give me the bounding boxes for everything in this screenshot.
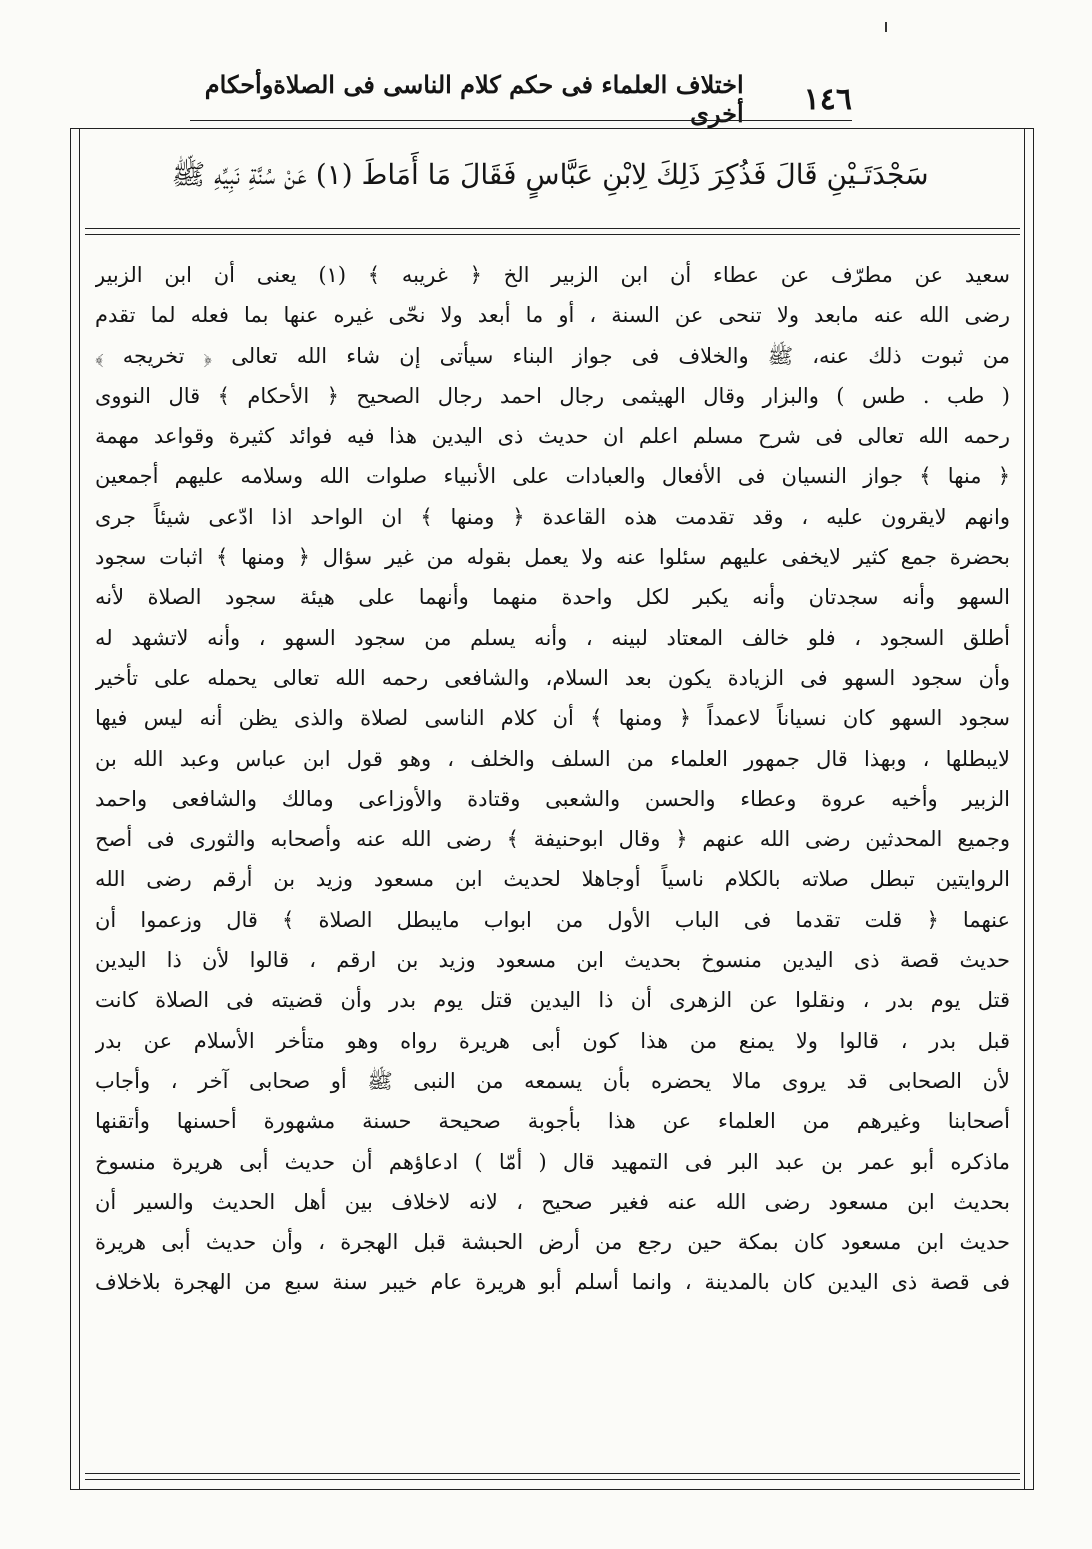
text-line: حديث ابن مسعود كان بمكة حين رجع من أرض الحبشة قبل الهجرة ، وأن حديث أبى هريرة xyxy=(95,1230,1010,1255)
text-line: ( طب . طس ) والبزار وقال الهيثمى رجال احمد رجال الصحيح ﴿ الأحكام ﴾ قال النووى xyxy=(95,383,1010,408)
text-line: سجود السهو كان نسياناً لاعمداً ﴿ ومنها ﴾ أن كلام الناسى لصلاة والذى يظن أنه ليس فيها xyxy=(95,706,1010,731)
running-title: اختلاف العلماء فى حكم كلام الناسى فى الصلاةوأحكام أخرى xyxy=(204,70,744,128)
hadith-divider-top xyxy=(85,228,1020,229)
text-line: عنهما ﴿ قلت تقدما فى الباب الأول من ابواب مايبطل الصلاة ﴾ قال وزعموا أن xyxy=(95,907,1010,932)
text-line: قتل يوم بدر ، ونقلوا عن الزهرى أن ذا اليدين قتل يوم بدر وأن قضيته فى الصلاة كانت xyxy=(95,988,1010,1013)
text-line: رحمه الله تعالى فى شرح مسلم اعلم ان حديث ذى اليدين هذا فيه فوائد كثيرة وقواعد مهمة xyxy=(95,424,1010,449)
text-line: سعيد عن مطرّف عن عطاء أن ابن الزبير الخ ﴿ غريبه ﴾ (١) يعنى أن ابن الزبير xyxy=(95,263,1010,287)
page-header xyxy=(190,70,852,128)
text-line: فى قصة ذى اليدين كان بالمدينة ، وانما أسلم أبو هريرة عام خيبر سنة سبع من الهجرة بلاخلاف xyxy=(95,1270,1010,1295)
margin-mark xyxy=(885,22,887,32)
text-line: قبل بدر ، قالوا ولا يمنع من هذا كون أبى هريرة رواه وهو متأخر الأسلام عن بدر xyxy=(95,1028,1010,1053)
footer-rule-top xyxy=(85,1473,1020,1474)
page-number: ١٤٦ xyxy=(803,81,852,117)
text-line: لأن الصحابى قد يروى مالا يحضره بأن يسمعه من النبى ﷺ أو صحابى آخر ، وأجاب xyxy=(95,1068,1010,1093)
text-line: من ثبوت ذلك عنه، ﷺ والخلاف فى جواز البناء سيأتى إن شاء الله تعالى ﴿ تخريجه ﴾ xyxy=(95,343,1010,368)
text-line: وأن سجود السهو فى الزيادة يكون بعد السلام، والشافعى رحمه الله تعالى يحمله على تأخير xyxy=(95,665,1010,690)
text-line: السهو وأنه سجدتان وأنه يكبر لكل واحدة منهما وأنهما على هيئة سجود الصلاة لأنه xyxy=(95,585,1010,610)
commentary-text xyxy=(95,255,1010,1303)
text-line: بحديث ابن مسعود رضى الله عنه فغير صحيح ، لانه لاخلاف بين أهل الحديث والسير أن xyxy=(95,1189,1010,1214)
text-line: أطلق السجود ، فلو خالف المعتاد لبينه ، وأنه يسلم من سجود السهو ، وأنه لاتشهد له xyxy=(95,625,1010,650)
hadith-divider-bottom xyxy=(85,234,1020,235)
hadith-text: سَجْدَتَـيْنِ قَالَ فَذُكِرَ ذَلِكَ لِابْنِ عَبَّاسٍ فَقَالَ مَا أَمَاطَ (١) عَنْ سُنَّةِ نَبِيِّهِ ﷺ xyxy=(171,158,929,191)
text-line: لايبطلها ، وبهذا قال جمهور العلماء من السلف والخلف ، وهو قول ابن عباس وعبد الله بن xyxy=(95,746,1010,771)
text-line: بحضرة جمع كثير لايخفى عليهم سئلوا عنه ولا يعمل بقوله من غير سؤال ﴿ ومنها ﴾ اثبات سجود xyxy=(95,545,1010,570)
text-line: وجميع المحدثين رضى الله عنهم ﴿ وقال ابوحنيفة ﴾ رضى الله عنه وأصحابه والثورى فى أصح xyxy=(95,827,1010,852)
text-line: رضى الله عنه مابعد ولا تنحى عن السنة ، أو ما أبعد ولا نحّى غيره عنها بما فعله لما تقدم xyxy=(95,303,1010,328)
text-line: ماذكره أبو عمر بن عبد البر فى التمهيد قال ( أمّا ) ادعاؤهم أن حديث أبى هريرة منسوخ xyxy=(95,1149,1010,1174)
header-rule xyxy=(190,120,852,121)
text-line: ﴿ منها ﴾ جواز النسيان فى الأفعال والعبادات على الأنبياء صلوات الله وسلامه عليهم أجمعين xyxy=(95,464,1010,489)
text-line: الزبير وأخيه عروة وعطاء والحسن والشعبى وقتادة والأوزاعى ومالك والشافعى واحمد xyxy=(95,786,1010,811)
text-line: أصحابنا وغيرهم من العلماء عن هذا بأجوبة صحيحة حسنة مشهورة أحسنها وأتقنها xyxy=(95,1109,1010,1134)
text-line: وانهم لايقرون عليه ، وقد تقدمت هذه القاعدة ﴿ ومنها ﴾ ان الواحد اذا ادّعى شيئاً جرى xyxy=(95,504,1010,529)
text-line: الروايتين تبطل صلاته بالكلام ناسياً أوجاهلا لحديث ابن مسعود وزيد بن أرقم رضى الله xyxy=(95,867,1010,892)
footer-rule-bottom xyxy=(85,1479,1020,1480)
text-line: حديث قصة ذى اليدين منسوخ بحديث ابن مسعود وزيد بن ارقم ، قالوا لأن ذا اليدين xyxy=(95,948,1010,973)
